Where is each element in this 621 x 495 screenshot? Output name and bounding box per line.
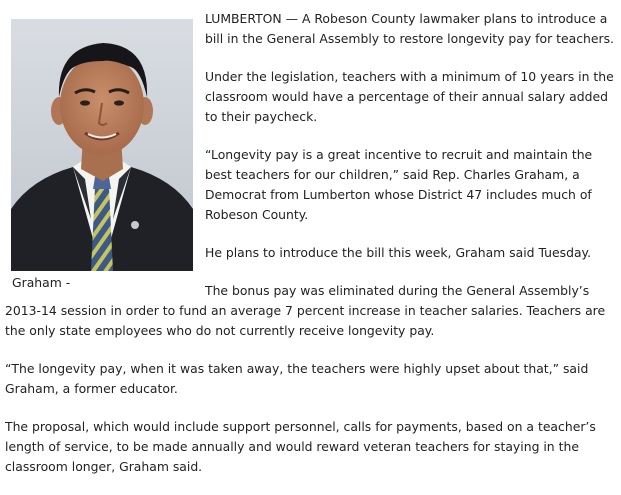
article-paragraph: “The longevity pay, when it was taken away, the teachers were highly upset about that,” said Graham, a former educator. (5, 361, 589, 396)
article (5, 9, 615, 495)
article-paragraph: “Longevity pay is a great incentive to recruit and maintain the best teachers for our children,” said Rep. Charles Graham, a Democrat from Lumberton whose District 47 includes much of Robeson County. (205, 147, 593, 222)
article-paragraph: LUMBERTON — A Robeson County lawmaker plans to introduce a bill in the General Assembly to restore longevity pay for teachers. (205, 11, 614, 46)
photo-caption: Graham - (12, 275, 71, 290)
article-paragraph: He plans to introduce the bill this week, Graham said Tuesday. (205, 245, 592, 260)
portrait-photo (11, 19, 193, 271)
article-paragraph: The bonus pay was eliminated during the General Assembly’s 2013-14 session in order to fund an average 7 percent increase in teacher salaries. Teachers are the only state employees who do not currently receive longevity pay. (5, 283, 606, 338)
photo-figure (11, 19, 193, 293)
portrait-illustration (11, 19, 193, 271)
article-paragraph: The proposal, which would include support personnel, calls for payments, based on a teacher’s length of service, to be made annually and would reward veteran teachers for staying in the classroom longer, Graham said. (5, 419, 596, 474)
article-paragraph: Under the legislation, teachers with a minimum of 10 years in the classroom would have a percentage of their annual salary added to their paycheck. (205, 69, 614, 124)
